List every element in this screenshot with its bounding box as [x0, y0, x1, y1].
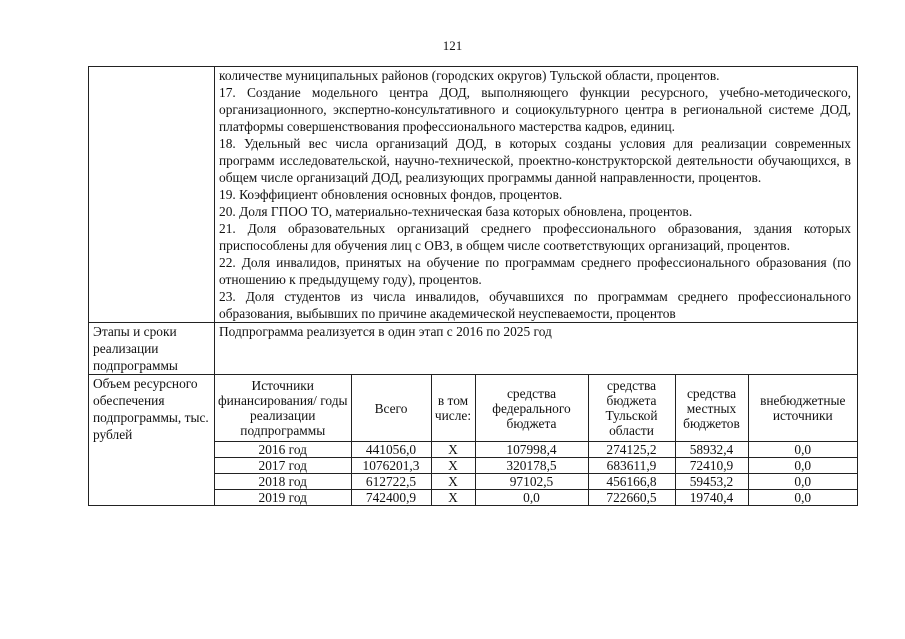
- header-local: средства местных бюджетов: [675, 375, 748, 442]
- cell-year: 2018 год: [215, 474, 351, 490]
- indicator-item: 17. Создание модельного центра ДОД, выполняющего функции ресурсного, учебно-методического, организационного, экспертно-консультативного и социокультурного центра в региональной системе ДОД, платформы совершенствования профессионального мастерства кадров, единиц.: [219, 85, 851, 134]
- cell-federal: 97102,5: [475, 474, 588, 490]
- indicators-label-cell: [89, 67, 215, 323]
- cell-total: 441056,0: [351, 442, 431, 458]
- cell-total: 612722,5: [351, 474, 431, 490]
- funding-header-row: [215, 375, 857, 442]
- cell-regional: 722660,5: [588, 490, 675, 506]
- funding-label: Объем ресурсного обеспечения подпрограммы, тыс. рублей: [89, 375, 215, 506]
- cell-local: 58932,4: [675, 442, 748, 458]
- stages-row: [89, 323, 858, 375]
- indicators-cell: [215, 67, 858, 323]
- cell-incl: Х: [431, 490, 475, 506]
- header-incl: в том числе:: [431, 375, 475, 442]
- indicator-item: 23. Доля студентов из числа инвалидов, обучавшихся по программам среднего профессионального образования, выбывших по причине академической неуспеваемости, процентов: [219, 289, 851, 321]
- indicator-item: количестве муниципальных районов (городских округов) Тульской области, процентов.: [219, 68, 720, 83]
- page-number: 121: [442, 38, 463, 53]
- header-total: Всего: [351, 375, 431, 442]
- cell-year: 2016 год: [215, 442, 351, 458]
- header-source: Источники финансирования/ годы реализации подпрограммы: [215, 375, 351, 442]
- cell-regional: 456166,8: [588, 474, 675, 490]
- indicator-item: 18. Удельный вес числа организаций ДОД, в которых созданы условия для реализации современных программ исследовательской, научно-технической, проектно-конструкторской деятельности обучающихся, в общем числе организаций ДОД, реализующих программы данной направленности, процентов.: [219, 136, 851, 185]
- indicator-item: 20. Доля ГПОО ТО, материально-техническая база которых обновлена, процентов.: [219, 204, 693, 219]
- cell-extra: 0,0: [748, 442, 857, 458]
- cell-regional: 683611,9: [588, 458, 675, 474]
- cell-total: 1076201,3: [351, 458, 431, 474]
- cell-incl: Х: [431, 458, 475, 474]
- cell-extra: 0,0: [748, 474, 857, 490]
- indicators-row: [89, 67, 858, 323]
- stages-label: Этапы и сроки реализации подпрограммы: [89, 323, 215, 375]
- table-row: [215, 442, 857, 458]
- indicator-item: 22. Доля инвалидов, принятых на обучение по программам среднего профессионального образования (по отношению к предыдущему году), процентов.: [219, 255, 851, 287]
- cell-extra: 0,0: [748, 458, 857, 474]
- table-row: [215, 490, 857, 506]
- indicator-item: 21. Доля образовательных организаций среднего профессионального образования, здания которых приспособлены для обучения лиц с ОВЗ, в общем числе соответствующих организаций, процентов.: [219, 221, 851, 253]
- cell-local: 19740,4: [675, 490, 748, 506]
- funding-cell: [215, 375, 858, 506]
- header-federal: средства федерального бюджета: [475, 375, 588, 442]
- cell-federal: 107998,4: [475, 442, 588, 458]
- cell-incl: Х: [431, 442, 475, 458]
- table-row: [215, 474, 857, 490]
- cell-regional: 274125,2: [588, 442, 675, 458]
- cell-local: 59453,2: [675, 474, 748, 490]
- cell-total: 742400,9: [351, 490, 431, 506]
- cell-federal: 320178,5: [475, 458, 588, 474]
- indicator-item: 19. Коэффициент обновления основных фондов, процентов.: [219, 187, 563, 202]
- table-row: [215, 458, 857, 474]
- cell-local: 72410,9: [675, 458, 748, 474]
- subprogram-passport-table: [88, 66, 858, 506]
- header-regional: средства бюджета Тульской области: [588, 375, 675, 442]
- cell-year: 2017 год: [215, 458, 351, 474]
- funding-row: [89, 375, 858, 506]
- cell-extra: 0,0: [748, 490, 857, 506]
- cell-year: 2019 год: [215, 490, 351, 506]
- cell-federal: 0,0: [475, 490, 588, 506]
- header-extra: внебюджетные источники: [748, 375, 857, 442]
- cell-incl: Х: [431, 474, 475, 490]
- funding-table: [215, 375, 857, 505]
- indicators-list: [219, 67, 851, 322]
- stages-value: Подпрограмма реализуется в один этап с 2016 по 2025 год: [215, 323, 858, 375]
